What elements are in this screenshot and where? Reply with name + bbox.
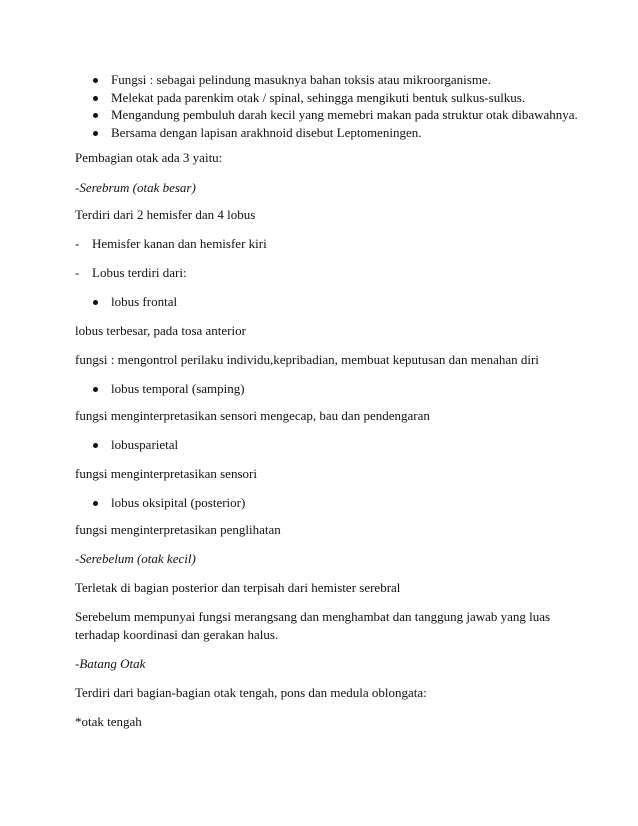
lobe-name: lobusparietal bbox=[111, 437, 179, 452]
list-item: Mengandung pembuluh darah kecil yang memebri makan pada struktur otak dibawahnya. bbox=[111, 107, 578, 122]
bullet-icon bbox=[93, 113, 98, 118]
serebrum-paragraph: Terdiri dari 2 hemisfer dan 4 lobus bbox=[75, 207, 256, 222]
serebelum-paragraph: Serebelum mempunyai fungsi merangsang dan menghambat dan tanggung jawab yang luas bbox=[75, 609, 551, 624]
lobe-desc: fungsi menginterpretasikan penglihatan bbox=[75, 522, 281, 537]
bullet-icon bbox=[93, 443, 98, 448]
lobus-item: Lobus terdiri dari: bbox=[92, 265, 187, 280]
list-item: Fungsi : sebagai pelindung masuknya bahan toksis atau mikroorganisme. bbox=[111, 72, 491, 87]
serebelum-heading: -Serebelum (otak kecil) bbox=[75, 551, 196, 566]
bullet-icon bbox=[93, 300, 98, 305]
batang-otak-paragraph: *otak tengah bbox=[75, 714, 142, 729]
serebelum-paragraph: Terletak di bagian posterior dan terpisah dari hemister serebral bbox=[75, 580, 401, 595]
lobe-name: lobus oksipital (posterior) bbox=[111, 495, 246, 510]
bullet-icon bbox=[93, 387, 98, 392]
dash-marker: - bbox=[75, 236, 80, 251]
lobe-desc: fungsi menginterpretasikan sensori mengecap, bau dan pendengaran bbox=[75, 408, 430, 423]
bullet-icon bbox=[93, 131, 98, 136]
lobe-desc: lobus terbesar, pada tosa anterior bbox=[75, 323, 246, 338]
dash-marker: - bbox=[75, 265, 80, 280]
serebrum-heading: -Serebrum (otak besar) bbox=[75, 180, 196, 195]
bullet-icon bbox=[93, 501, 98, 506]
lobe-name: lobus frontal bbox=[111, 294, 178, 309]
lobe-desc: fungsi : mengontrol perilaku individu,kepribadian, membuat keputusan dan menahan diri bbox=[75, 352, 539, 367]
hemisfer-item: Hemisfer kanan dan hemisfer kiri bbox=[92, 236, 267, 251]
list-item: Bersama dengan lapisan arakhnoid disebut Leptomeningen. bbox=[111, 125, 422, 140]
bullet-icon bbox=[93, 96, 98, 101]
intro-paragraph: Pembagian otak ada 3 yaitu: bbox=[75, 150, 223, 165]
serebelum-paragraph: terhadap koordinasi dan gerakan halus. bbox=[75, 627, 279, 642]
lobe-name: lobus temporal (samping) bbox=[111, 381, 245, 396]
batang-otak-heading: -Batang Otak bbox=[75, 656, 146, 671]
list-item: Melekat pada parenkim otak / spinal, sehingga mengikuti bentuk sulkus-sulkus. bbox=[111, 90, 526, 105]
batang-otak-paragraph: Terdiri dari bagian-bagian otak tengah, pons dan medula oblongata: bbox=[75, 685, 427, 700]
bullet-icon bbox=[93, 78, 98, 83]
lobe-desc: fungsi menginterpretasikan sensori bbox=[75, 466, 257, 481]
